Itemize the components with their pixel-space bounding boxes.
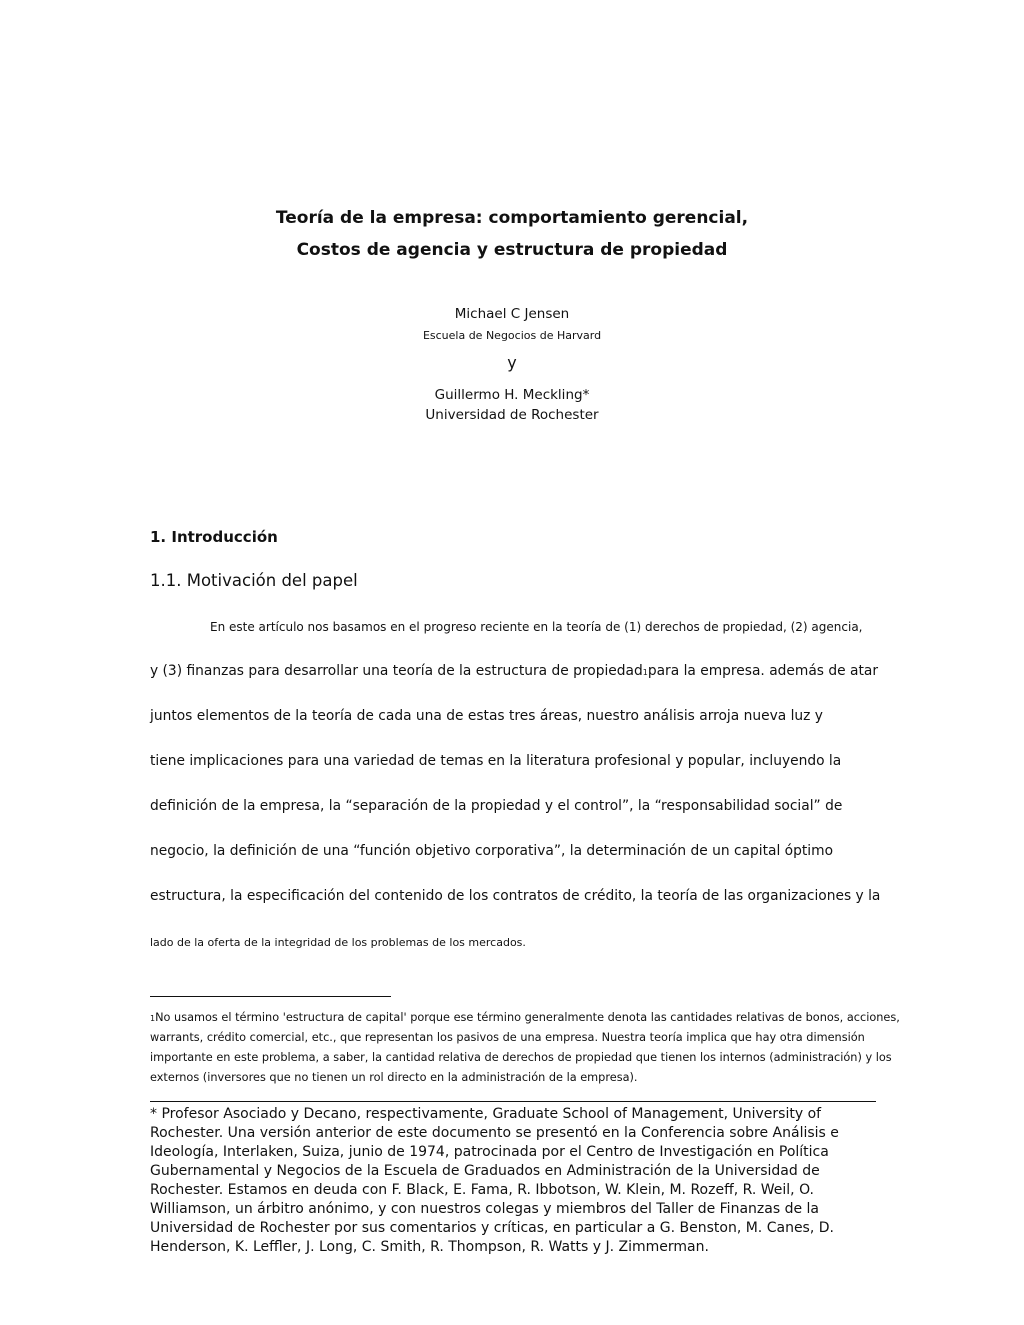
footnote-reference: 1 xyxy=(642,668,648,677)
paper-title-line-1: Teoría de la empresa: comportamiento gerencial, xyxy=(275,208,749,228)
author-affiliation-1: Escuela de Negocios de Harvard xyxy=(422,329,602,342)
subsection-heading: 1.1. Motivación del papel xyxy=(150,571,358,590)
paragraph-line: negocio, la definición de una “función objetivo corporativa”, la determinación de un capital óptimo xyxy=(150,843,834,859)
paragraph-text: y (3) finanzas para desarrollar una teoría de la estructura de propiedad xyxy=(150,663,643,679)
paragraph-line: lado de la oferta de la integridad de los problemas de los mercados. xyxy=(150,936,526,949)
footnote-line: importante en este problema, a saber, la cantidad relativa de derechos de propiedad que tienen los internos (administración) y los xyxy=(150,1051,892,1064)
paragraph-line: En este artículo nos basamos en el progreso reciente en la teoría de (1) derechos de propiedad, (2) agencia, xyxy=(210,620,863,634)
footnote-line xyxy=(150,1011,900,1024)
author-name-1: Michael C Jensen xyxy=(454,306,570,322)
author-note: * Profesor Asociado y Decano, respectivamente, Graduate School of Management, University of Rochester. Una versión anterior de este documento se presentó en la Conferencia sobre Análisis e Ideología, Interlaken, Suiza, junio de 1974, patrocinada por el Centro de Investigación en Política Gubernamental y Negocios de la Escuela de Graduados en Administración de la Universidad de Rochester. Estamos en deuda con F. Black, E. Fama, R. Ibbotson, W. Klein, M. Rozeff, R. Weil, O. Williamson, un árbitro anónimo, y con nuestros colegas y miembros del Taller de Finanzas de la Universidad de Rochester por sus comentarios y críticas, en particular a G. Benston, M. Canes, D. Henderson, K. Leffler, J. Long, C. Smith, R. Thompson, R. Watts y J. Zimmerman. xyxy=(150,1106,839,1255)
author-conjunction: y xyxy=(507,353,517,372)
paragraph-text: para la empresa. además de atar xyxy=(647,663,878,679)
author-name-2: Guillermo H. Meckling* xyxy=(434,387,590,403)
footnote-line: warrants, crédito comercial, etc., que representan los pasivos de una empresa. Nuestra teoría implica que hay otra dimensión xyxy=(150,1031,865,1044)
section-heading: 1. Introducción xyxy=(150,528,278,546)
author-note-separator xyxy=(150,1101,876,1102)
author-affiliation-2: Universidad de Rochester xyxy=(425,407,599,423)
footnote-number: 1 xyxy=(150,1014,156,1023)
paragraph-line: tiene implicaciones para una variedad de temas en la literatura profesional y popular, incluyendo la xyxy=(150,753,842,769)
paper-title-line-2: Costos de agencia y estructura de propiedad xyxy=(296,240,728,260)
footnote-separator xyxy=(150,996,391,997)
paragraph-line: definición de la empresa, la “separación de la propiedad y el control”, la “responsabilidad social” de xyxy=(150,798,843,814)
paragraph-line: estructura, la especificación del contenido de los contratos de crédito, la teoría de las organizaciones y la xyxy=(150,888,881,904)
footnote-text: No usamos el término 'estructura de capital' porque ese término generalmente denota las cantidades relativas de bonos, acciones, xyxy=(155,1011,900,1024)
footnote-line: externos (inversores que no tienen un rol directo en la administración de la empresa). xyxy=(150,1071,638,1084)
paragraph-line: juntos elementos de la teoría de cada una de estas tres áreas, nuestro análisis arroja nueva luz y xyxy=(150,708,823,724)
paragraph-line xyxy=(150,663,878,679)
